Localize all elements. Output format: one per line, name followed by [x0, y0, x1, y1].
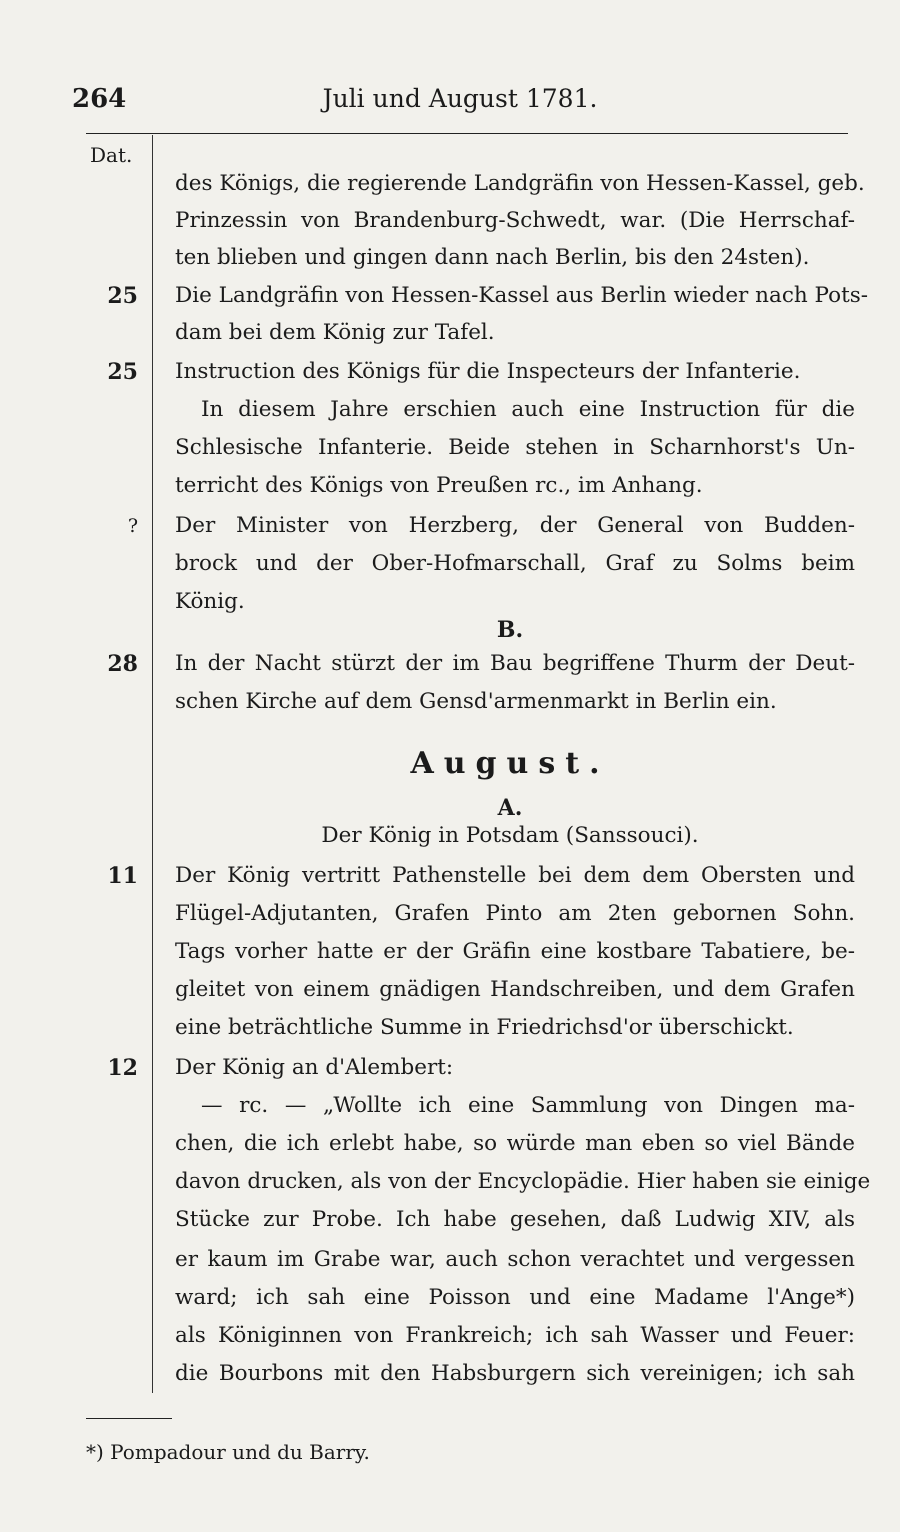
text-line: Flügel-Adjutanten, Grafen Pinto am 2ten gebornen Sohn. [175, 901, 855, 926]
text-line: Stücke zur Probe. Ich habe gesehen, daß Ludwig XIV, als [175, 1207, 855, 1232]
footnote-rule [86, 1418, 172, 1419]
text-line: Tags vorher hatte er der Gräfin eine kostbare Tabatiere, be- [175, 939, 855, 964]
text-line: Die Landgräfin von Hessen-Kassel aus Berlin wieder nach Pots- [175, 283, 869, 308]
text-line: eine beträchtliche Summe in Friedrichsd'or überschickt. [175, 1015, 794, 1040]
section-subheading: Der König in Potsdam (Sanssouci). [321, 823, 699, 848]
entry-date: ? [127, 515, 138, 537]
text-line: des Königs, die regierende Landgräfin von Hessen-Kassel, geb. [175, 171, 865, 196]
text-line: er kaum im Grabe war, auch schon verachtet und vergessen [175, 1247, 855, 1272]
text-line: davon drucken, als von der Encyclopädie. Hier haben sie einige [175, 1169, 871, 1194]
text-line: als Königinnen von Frankreich; ich sah Wasser und Feuer: [175, 1323, 855, 1348]
text-line: gleitet von einem gnädigen Handschreiben, und dem Grafen [175, 977, 855, 1002]
running-title: Juli und August 1781. [322, 84, 598, 113]
page-header [72, 84, 848, 124]
text-line: — rc. — „Wollte ich eine Sammlung von Dingen ma- [201, 1093, 855, 1118]
text-line: Der Minister von Herzberg, der General von Budden- [175, 513, 855, 538]
text-line: König. [175, 589, 245, 614]
text-line: schen Kirche auf dem Gensd'armenmarkt in Berlin ein. [175, 689, 777, 714]
text-line: chen, die ich erlebt habe, so würde man eben so viel Bände [175, 1131, 855, 1156]
text-line: ten blieben und gingen dann nach Berlin, bis den 24sten). [175, 245, 810, 270]
entry-date: 28 [107, 651, 138, 677]
entry-date: 25 [107, 359, 138, 385]
text-line: terricht des Königs von Preußen rc., im Anhang. [175, 473, 703, 498]
text-line: Prinzessin von Brandenburg-Schwedt, war. (Die Herrschaf- [175, 208, 855, 233]
text-line: Der König vertritt Pathenstelle bei dem dem Obersten und [175, 863, 855, 888]
text-line: In diesem Jahre erschien auch eine Instruction für die [201, 397, 855, 422]
text-line: die Bourbons mit den Habsburgern sich vereinigen; ich sah [175, 1361, 855, 1386]
text-line: In der Nacht stürzt der im Bau begriffene Thurm der Deut- [175, 651, 855, 676]
section-label-b: B. [496, 617, 524, 643]
footnote: *) Pompadour und du Barry. [86, 1440, 370, 1464]
text-line: ward; ich sah eine Poisson und eine Madame l'Ange*) [175, 1285, 855, 1310]
text-line: dam bei dem König zur Tafel. [175, 320, 495, 345]
header-rule [86, 133, 848, 134]
text-line: Schlesische Infanterie. Beide stehen in Scharnhorst's Un- [175, 435, 855, 460]
section-label-a: A. [497, 795, 523, 821]
text-line: Der König an d'Alembert: [175, 1055, 454, 1080]
page-number: 264 [72, 84, 127, 114]
entry-date: 11 [107, 863, 138, 889]
date-column-label: Dat. [90, 143, 133, 167]
entry-date: 25 [107, 283, 138, 309]
text-line: Instruction des Königs für die Inspecteurs der Infanterie. [175, 359, 801, 384]
month-heading: August. [410, 746, 610, 781]
text-line: brock und der Ober-Hofmarschall, Graf zu Solms beim [175, 551, 855, 576]
entry-date: 12 [107, 1055, 138, 1081]
